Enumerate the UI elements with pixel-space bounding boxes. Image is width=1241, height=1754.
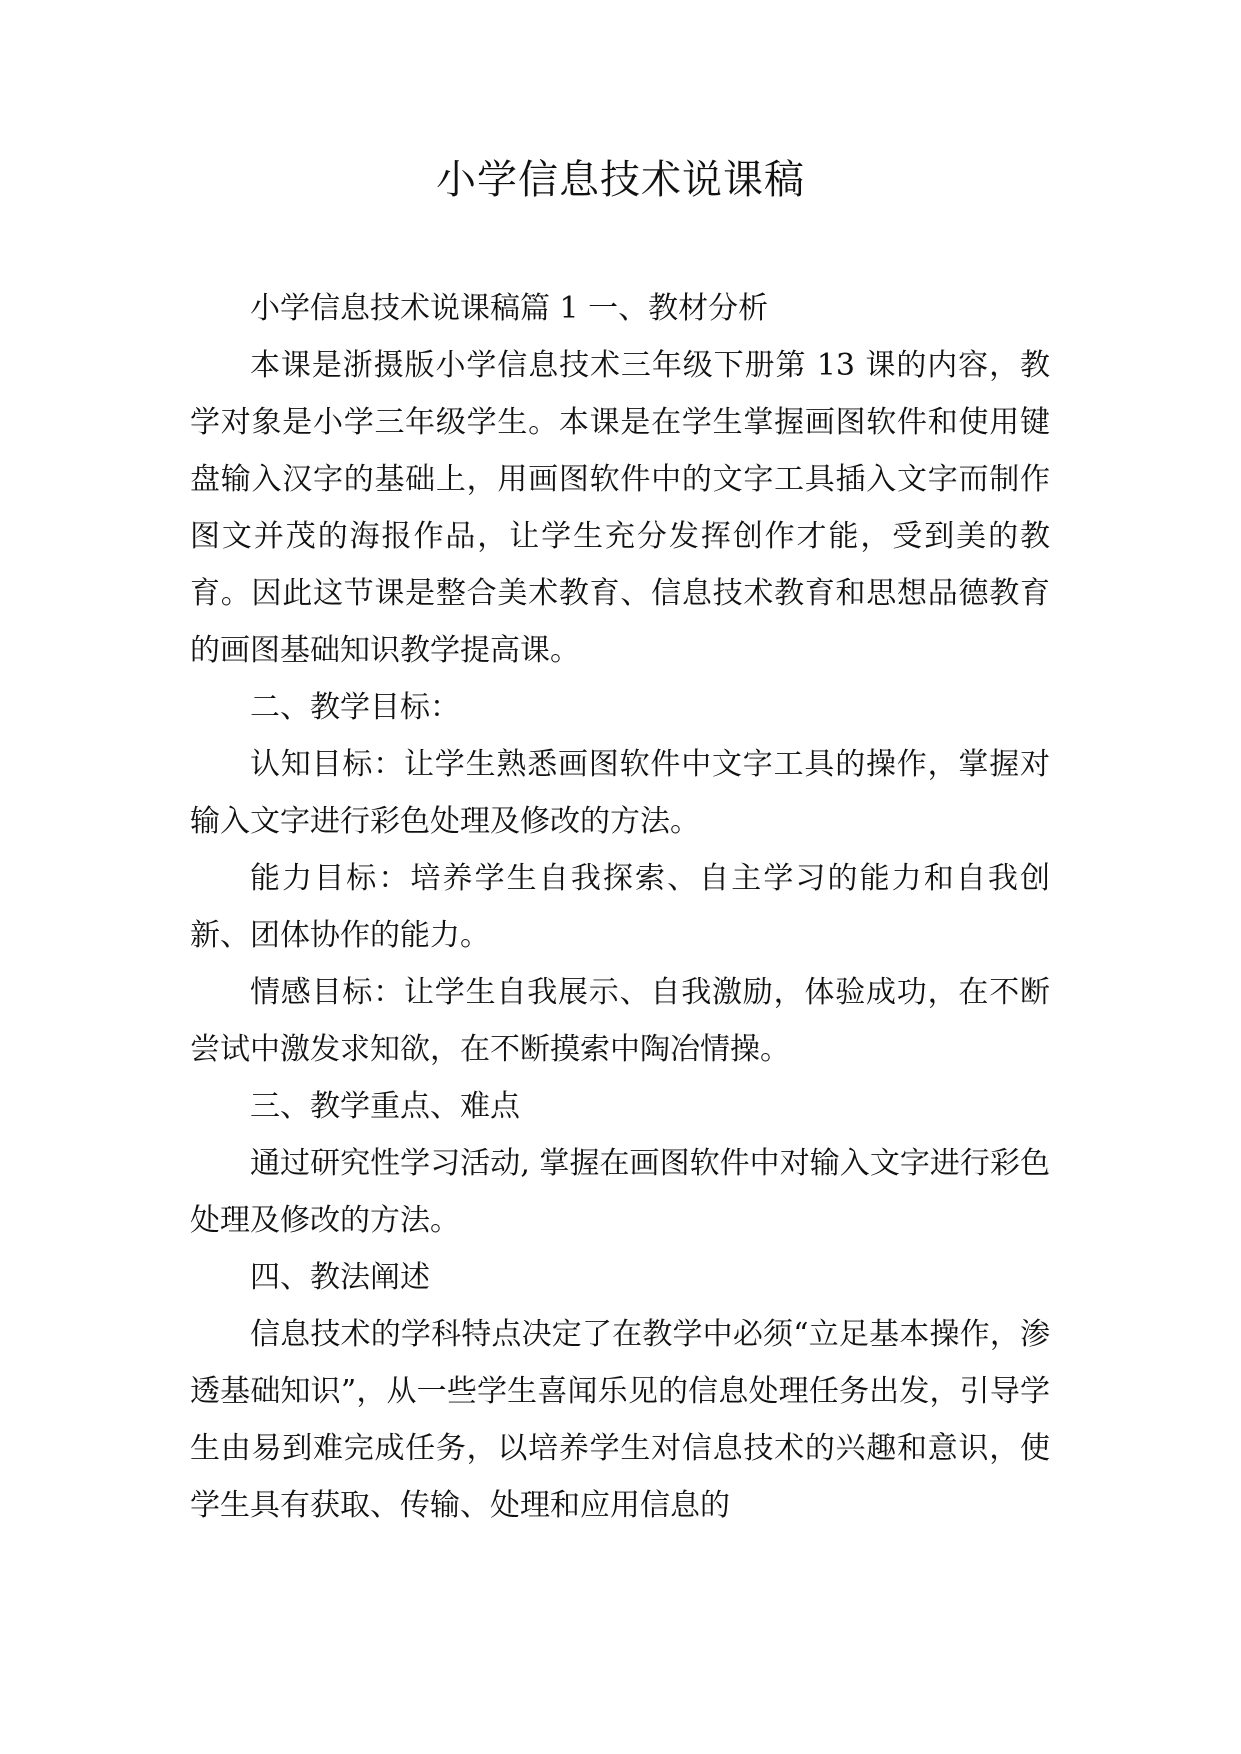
paragraph-ability-goal: 能力目标：培养学生自我探索、自主学习的能力和自我创新、团体协作的能力。 bbox=[190, 861, 1050, 953]
paragraph-emotional-goal: 情感目标：让学生自我展示、自我激励，体验成功，在不断尝试中激发求知欲，在不断摸索中陶冶情操。 bbox=[190, 975, 1050, 1067]
document-title: 小学信息技术说课稿 bbox=[436, 157, 805, 203]
paragraph-section-3-heading: 三、教学重点、难点 bbox=[250, 1089, 520, 1124]
paragraph-section-1-heading: 小学信息技术说课稿篇 1 一、教材分析 bbox=[250, 291, 769, 326]
paragraph-cognitive-goal: 认知目标：让学生熟悉画图软件中文字工具的操作，掌握对输入文字进行彩色处理及修改的方法。 bbox=[190, 747, 1050, 839]
document-body bbox=[190, 280, 1050, 1534]
paragraph-section-2-heading: 二、教学目标： bbox=[250, 690, 460, 725]
paragraph-material-analysis: 本课是浙摄版小学信息技术三年级下册第 13 课的内容，教学对象是小学三年级学生。本课是在学生掌握画图软件和使用键盘输入汉字的基础上，用画图软件中的文字工具插入文字而制作图文并茂的海报作品，让学生充分发挥创作才能，受到美的教育。因此这节课是整合美术教育、信息技术教育和思想品德教育的画图基础知识教学提高课。 bbox=[190, 348, 1050, 668]
paragraph-teaching-method: 信息技术的学科特点决定了在教学中必须“立足基本操作，渗透基础知识”，从一些学生喜闻乐见的信息处理任务出发，引导学生由易到难完成任务，以培养学生对信息技术的兴趣和意识，使学生具有获取、传输、处理和应用信息的 bbox=[190, 1317, 1050, 1523]
paragraph-section-4-heading: 四、教法阐述 bbox=[250, 1260, 430, 1295]
paragraph-key-points: 通过研究性学习活动, 掌握在画图软件中对输入文字进行彩色处理及修改的方法。 bbox=[190, 1146, 1050, 1238]
